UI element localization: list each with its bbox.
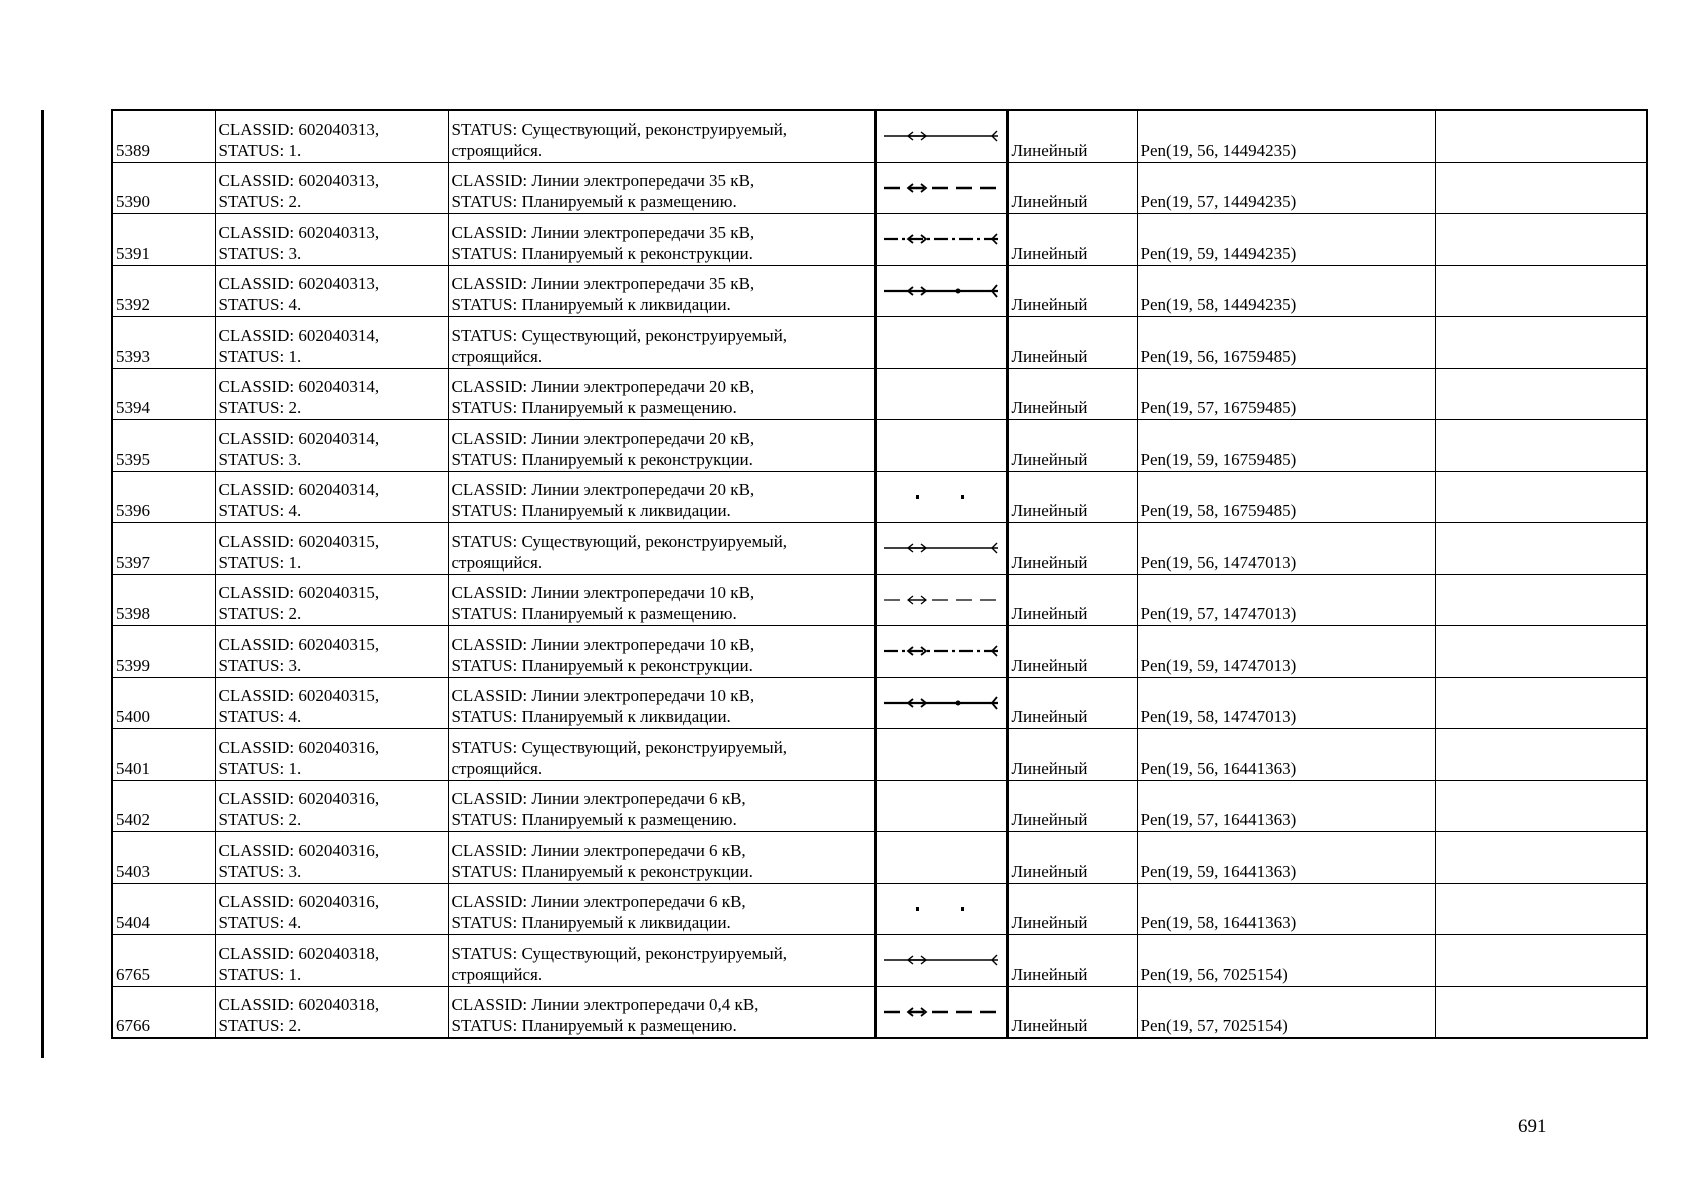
description-cell	[448, 780, 875, 832]
table-row	[112, 523, 1647, 575]
table-row	[112, 214, 1647, 266]
description-cell	[448, 883, 875, 935]
symbol-cell	[875, 935, 1007, 987]
geometry-type: Линейный	[1007, 420, 1137, 472]
note-cell	[1435, 368, 1647, 420]
description-line: CLASSID: Линии электропередачи 10 кВ,	[451, 634, 755, 654]
row-id: 5395	[112, 420, 215, 472]
description-line: STATUS: Существующий, реконструируемый,	[451, 325, 788, 345]
class-line: CLASSID: 602040316,	[218, 737, 380, 757]
geometry-type: Линейный	[1007, 265, 1137, 317]
pen-style: Pen(19, 59, 16759485)	[1137, 420, 1435, 472]
pen-style: Pen(19, 59, 14494235)	[1137, 214, 1435, 266]
note-cell	[1435, 110, 1647, 162]
status-line: STATUS: 1.	[218, 964, 302, 984]
status-line: STATUS: 2.	[218, 398, 302, 417]
symbol-cell	[875, 110, 1007, 162]
class-cell	[215, 162, 448, 214]
description-line: CLASSID: Линии электропередачи 35 кВ,	[451, 171, 755, 190]
class-cell	[215, 574, 448, 626]
description-line: строящийся.	[451, 346, 543, 366]
row-id: 5402	[112, 780, 215, 832]
status-line: STATUS: 3.	[218, 449, 302, 469]
row-id: 5403	[112, 832, 215, 884]
status-line: STATUS: 2.	[218, 192, 302, 211]
geometry-type: Линейный	[1007, 986, 1137, 1038]
pen-style: Pen(19, 57, 16759485)	[1137, 368, 1435, 420]
symbol-cell	[875, 420, 1007, 472]
symbol-cell	[875, 883, 1007, 935]
class-line: CLASSID: 602040318,	[218, 995, 380, 1014]
note-cell	[1435, 677, 1647, 729]
note-cell	[1435, 832, 1647, 884]
note-cell	[1435, 420, 1647, 472]
table-row	[112, 626, 1647, 678]
row-id: 5399	[112, 626, 215, 678]
geometry-type: Линейный	[1007, 523, 1137, 575]
pen-style: Pen(19, 58, 16759485)	[1137, 471, 1435, 523]
table-row	[112, 317, 1647, 369]
table-row	[112, 729, 1647, 781]
table-row	[112, 883, 1647, 935]
class-cell	[215, 986, 448, 1038]
line-symbol-icon	[878, 628, 1004, 674]
table-row	[112, 986, 1647, 1038]
class-cell	[215, 265, 448, 317]
status-line: STATUS: 4.	[218, 913, 302, 932]
status-line: STATUS: 1.	[218, 346, 302, 366]
geometry-type: Линейный	[1007, 935, 1137, 987]
geometry-type: Линейный	[1007, 883, 1137, 935]
note-cell	[1435, 317, 1647, 369]
line-symbol-icon	[878, 783, 1004, 829]
class-line: CLASSID: 602040315,	[218, 634, 380, 654]
table-row	[112, 780, 1647, 832]
status-line: STATUS: 2.	[218, 1016, 302, 1035]
description-line: строящийся.	[451, 758, 543, 778]
class-line: CLASSID: 602040316,	[218, 840, 380, 860]
description-line: CLASSID: Линии электропередачи 10 кВ,	[451, 686, 755, 705]
margin-bar	[41, 110, 44, 1058]
row-id: 5391	[112, 214, 215, 266]
note-cell	[1435, 574, 1647, 626]
description-line: STATUS: Планируемый к размещению.	[451, 810, 737, 829]
description-line: CLASSID: Линии электропередачи 6 кВ,	[451, 840, 746, 860]
symbol-cell	[875, 626, 1007, 678]
geometry-type: Линейный	[1007, 110, 1137, 162]
class-cell	[215, 935, 448, 987]
row-id: 5398	[112, 574, 215, 626]
pen-style: Pen(19, 58, 14747013)	[1137, 677, 1435, 729]
description-line: CLASSID: Линии электропередачи 6 кВ,	[451, 789, 746, 808]
description-cell	[448, 832, 875, 884]
class-cell	[215, 317, 448, 369]
pen-style: Pen(19, 58, 16441363)	[1137, 883, 1435, 935]
status-line: STATUS: 4.	[218, 295, 302, 314]
description-line: STATUS: Планируемый к размещению.	[451, 1016, 737, 1035]
geometry-type: Линейный	[1007, 832, 1137, 884]
description-line: CLASSID: Линии электропередачи 10 кВ,	[451, 583, 755, 602]
pen-style: Pen(19, 56, 14494235)	[1137, 110, 1435, 162]
status-line: STATUS: 3.	[218, 861, 302, 881]
description-cell	[448, 368, 875, 420]
note-cell	[1435, 729, 1647, 781]
legend-table	[111, 109, 1648, 1039]
table-row	[112, 368, 1647, 420]
description-line: CLASSID: Линии электропередачи 20 кВ,	[451, 377, 755, 396]
table-row	[112, 265, 1647, 317]
symbol-cell	[875, 214, 1007, 266]
symbol-cell	[875, 574, 1007, 626]
status-line: STATUS: 4.	[218, 707, 302, 726]
description-line: STATUS: Существующий, реконструируемый,	[451, 119, 788, 139]
note-cell	[1435, 214, 1647, 266]
description-cell	[448, 265, 875, 317]
description-cell	[448, 162, 875, 214]
table-row	[112, 935, 1647, 987]
class-line: CLASSID: 602040313,	[218, 274, 380, 293]
symbol-cell	[875, 523, 1007, 575]
line-symbol-icon	[878, 422, 1004, 468]
status-line: STATUS: 3.	[218, 243, 302, 263]
table-row	[112, 420, 1647, 472]
status-line: STATUS: 1.	[218, 758, 302, 778]
class-cell	[215, 883, 448, 935]
row-id: 5397	[112, 523, 215, 575]
pen-style: Pen(19, 56, 14747013)	[1137, 523, 1435, 575]
description-line: STATUS: Планируемый к размещению.	[451, 604, 737, 623]
geometry-type: Линейный	[1007, 677, 1137, 729]
line-symbol-icon	[878, 216, 1004, 262]
class-line: CLASSID: 602040313,	[218, 171, 380, 190]
pen-style: Pen(19, 57, 16441363)	[1137, 780, 1435, 832]
line-symbol-icon	[878, 886, 1004, 932]
symbol-cell	[875, 729, 1007, 781]
description-line: STATUS: Планируемый к реконструкции.	[451, 861, 753, 881]
class-cell	[215, 780, 448, 832]
symbol-cell	[875, 677, 1007, 729]
geometry-type: Линейный	[1007, 574, 1137, 626]
line-symbol-icon	[878, 268, 1004, 314]
row-id: 5392	[112, 265, 215, 317]
description-line: CLASSID: Линии электропередачи 20 кВ,	[451, 428, 755, 448]
table-row	[112, 162, 1647, 214]
description-cell	[448, 317, 875, 369]
description-line: CLASSID: Линии электропередачи 20 кВ,	[451, 480, 755, 499]
row-id: 6766	[112, 986, 215, 1038]
class-cell	[215, 729, 448, 781]
line-symbol-icon	[878, 834, 1004, 880]
description-line: строящийся.	[451, 140, 543, 160]
pen-style: Pen(19, 56, 7025154)	[1137, 935, 1435, 987]
line-symbol-icon	[878, 525, 1004, 571]
description-line: STATUS: Планируемый к ликвидации.	[451, 913, 731, 932]
pen-style: Pen(19, 57, 7025154)	[1137, 986, 1435, 1038]
geometry-type: Линейный	[1007, 317, 1137, 369]
class-line: CLASSID: 602040315,	[218, 583, 380, 602]
class-cell	[215, 677, 448, 729]
description-cell	[448, 986, 875, 1038]
description-cell	[448, 471, 875, 523]
symbol-cell	[875, 832, 1007, 884]
description-line: STATUS: Планируемый к размещению.	[451, 192, 737, 211]
description-line: CLASSID: Линии электропередачи 35 кВ,	[451, 222, 755, 242]
description-line: STATUS: Существующий, реконструируемый,	[451, 531, 788, 551]
description-line: STATUS: Существующий, реконструируемый,	[451, 737, 788, 757]
note-cell	[1435, 265, 1647, 317]
class-cell	[215, 110, 448, 162]
description-line: STATUS: Планируемый к реконструкции.	[451, 449, 753, 469]
note-cell	[1435, 780, 1647, 832]
table-row	[112, 110, 1647, 162]
class-line: CLASSID: 602040313,	[218, 119, 380, 139]
class-line: CLASSID: 602040318,	[218, 943, 380, 963]
status-line: STATUS: 4.	[218, 501, 302, 520]
symbol-cell	[875, 317, 1007, 369]
line-symbol-icon	[878, 680, 1004, 726]
row-id: 6765	[112, 935, 215, 987]
line-symbol-icon	[878, 937, 1004, 983]
pen-style: Pen(19, 58, 14494235)	[1137, 265, 1435, 317]
class-cell	[215, 420, 448, 472]
table-row	[112, 677, 1647, 729]
note-cell	[1435, 523, 1647, 575]
class-line: CLASSID: 602040315,	[218, 531, 380, 551]
class-cell	[215, 368, 448, 420]
legend-table-body	[112, 110, 1647, 1038]
symbol-cell	[875, 368, 1007, 420]
description-line: STATUS: Планируемый к ликвидации.	[451, 295, 731, 314]
symbol-cell	[875, 471, 1007, 523]
description-line: строящийся.	[451, 552, 543, 572]
line-symbol-icon	[878, 371, 1004, 417]
line-symbol-icon	[878, 113, 1004, 159]
pen-style: Pen(19, 56, 16441363)	[1137, 729, 1435, 781]
geometry-type: Линейный	[1007, 214, 1137, 266]
status-line: STATUS: 1.	[218, 552, 302, 572]
pen-style: Pen(19, 57, 14747013)	[1137, 574, 1435, 626]
description-cell	[448, 110, 875, 162]
class-line: CLASSID: 602040314,	[218, 325, 380, 345]
description-cell	[448, 574, 875, 626]
geometry-type: Линейный	[1007, 162, 1137, 214]
description-line: STATUS: Планируемый к размещению.	[451, 398, 737, 417]
geometry-type: Линейный	[1007, 368, 1137, 420]
description-cell	[448, 626, 875, 678]
status-line: STATUS: 2.	[218, 810, 302, 829]
line-symbol-icon	[878, 577, 1004, 623]
description-line: STATUS: Планируемый к ликвидации.	[451, 707, 731, 726]
pen-style: Pen(19, 56, 16759485)	[1137, 317, 1435, 369]
class-line: CLASSID: 602040316,	[218, 789, 380, 808]
row-id: 5396	[112, 471, 215, 523]
line-symbol-icon	[878, 319, 1004, 365]
note-cell	[1435, 162, 1647, 214]
class-line: CLASSID: 602040316,	[218, 892, 380, 911]
row-id: 5400	[112, 677, 215, 729]
description-line: строящийся.	[451, 964, 543, 984]
table-row	[112, 832, 1647, 884]
class-cell	[215, 523, 448, 575]
pen-style: Pen(19, 59, 14747013)	[1137, 626, 1435, 678]
note-cell	[1435, 883, 1647, 935]
geometry-type: Линейный	[1007, 471, 1137, 523]
note-cell	[1435, 626, 1647, 678]
pen-style: Pen(19, 57, 14494235)	[1137, 162, 1435, 214]
page-number: 691	[1518, 1116, 1547, 1137]
row-id: 5393	[112, 317, 215, 369]
class-line: CLASSID: 602040313,	[218, 222, 380, 242]
class-cell	[215, 471, 448, 523]
line-symbol-icon	[878, 731, 1004, 777]
description-cell	[448, 523, 875, 575]
class-cell	[215, 214, 448, 266]
table-row	[112, 574, 1647, 626]
class-line: CLASSID: 602040314,	[218, 428, 380, 448]
class-line: CLASSID: 602040314,	[218, 377, 380, 396]
line-symbol-icon	[878, 165, 1004, 211]
description-cell	[448, 729, 875, 781]
row-id: 5394	[112, 368, 215, 420]
row-id: 5389	[112, 110, 215, 162]
line-symbol-icon	[878, 474, 1004, 520]
description-line: STATUS: Планируемый к реконструкции.	[451, 243, 753, 263]
row-id: 5404	[112, 883, 215, 935]
line-symbol-icon	[878, 989, 1004, 1035]
symbol-cell	[875, 780, 1007, 832]
symbol-cell	[875, 265, 1007, 317]
description-line: CLASSID: Линии электропередачи 0,4 кВ,	[451, 995, 759, 1014]
pen-style: Pen(19, 59, 16441363)	[1137, 832, 1435, 884]
class-cell	[215, 626, 448, 678]
description-cell	[448, 420, 875, 472]
description-line: STATUS: Планируемый к реконструкции.	[451, 655, 753, 675]
geometry-type: Линейный	[1007, 626, 1137, 678]
table-row	[112, 471, 1647, 523]
description-line: CLASSID: Линии электропередачи 35 кВ,	[451, 274, 755, 293]
class-line: CLASSID: 602040314,	[218, 480, 380, 499]
status-line: STATUS: 3.	[218, 655, 302, 675]
class-line: CLASSID: 602040315,	[218, 686, 380, 705]
note-cell	[1435, 986, 1647, 1038]
status-line: STATUS: 1.	[218, 140, 302, 160]
note-cell	[1435, 471, 1647, 523]
description-cell	[448, 935, 875, 987]
description-cell	[448, 677, 875, 729]
description-line: STATUS: Существующий, реконструируемый,	[451, 943, 788, 963]
row-id: 5390	[112, 162, 215, 214]
note-cell	[1435, 935, 1647, 987]
geometry-type: Линейный	[1007, 780, 1137, 832]
geometry-type: Линейный	[1007, 729, 1137, 781]
description-line: CLASSID: Линии электропередачи 6 кВ,	[451, 892, 746, 911]
description-line: STATUS: Планируемый к ликвидации.	[451, 501, 731, 520]
row-id: 5401	[112, 729, 215, 781]
symbol-cell	[875, 986, 1007, 1038]
symbol-cell	[875, 162, 1007, 214]
status-line: STATUS: 2.	[218, 604, 302, 623]
description-cell	[448, 214, 875, 266]
class-cell	[215, 832, 448, 884]
